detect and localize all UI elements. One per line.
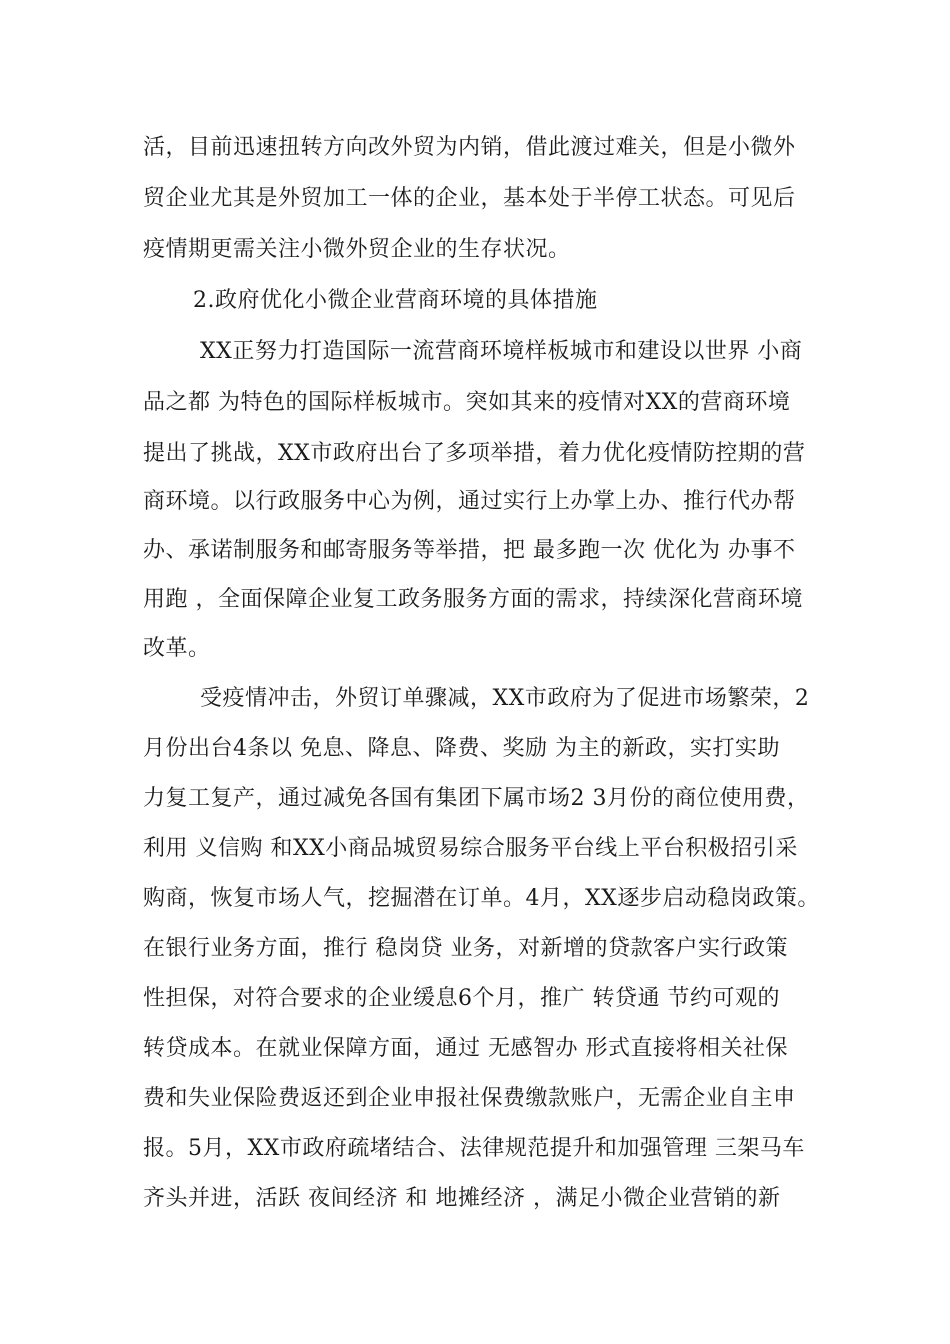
- text-line: 贸企业尤其是外贸加工一体的企业，基本处于半停工状态。可见后: [143, 186, 796, 211]
- text-line: 用跑 ，全面保障企业复工政务服务方面的需求，持续深化营商环境: [143, 587, 803, 612]
- text-line: 转贷成本。在就业保障方面，通过 无感智办 形式直接将相关社保: [143, 1036, 788, 1061]
- text-line: 商环境。以行政服务中心为例，通过实行上办掌上办、推行代办帮: [143, 489, 796, 514]
- text-line: 疫情期更需关注小微外贸企业的生存状况。: [143, 237, 571, 262]
- text-line: 办、承诺制服务和邮寄服务等举措，把 最多跑一次 优化为 办事不: [143, 538, 796, 563]
- text-line: 改革。: [143, 636, 211, 661]
- text-line: 购商，恢复市场人气，挖掘潜在订单。4月，XX逐步启动稳岗政策。: [143, 886, 820, 911]
- text-line: 报。5月，XX市政府疏堵结合、法律规范提升和加强管理 三架马车: [143, 1136, 805, 1161]
- text-line: 品之都 为特色的国际样板城市。突如其来的疫情对XX的营商环境: [143, 390, 791, 415]
- text-line: 性担保，对符合要求的企业缓息6个月，推广 转贷通 节约可观的: [143, 986, 780, 1011]
- text-line: XX正努力打造国际一流营商环境样板城市和建设以世界 小商: [200, 339, 803, 364]
- text-line: 费和失业保险费返还到企业申报社保费缴款账户，无需企业自主申: [143, 1086, 796, 1111]
- text-line: 提出了挑战，XX市政府出台了多项举措，着力优化疫情防控期的营: [143, 441, 806, 466]
- text-line: 月份出台4条以 免息、降息、降费、奖励 为主的新政，实打实助: [143, 736, 780, 761]
- text-line: 利用 义信购 和XX小商品城贸易综合服务平台线上平台积极招引采: [143, 836, 798, 861]
- text-line: 受疫情冲击，外贸订单骤减，XX市政府为了促进市场繁荣，2: [200, 686, 810, 711]
- section-heading: 2.政府优化小微企业营商环境的具体措施: [193, 288, 598, 313]
- text-line: 齐头并进，活跃 夜间经济 和 地摊经济 ，满足小微企业营销的新: [143, 1186, 781, 1211]
- text-line: 在银行业务方面，推行 稳岗贷 业务，对新增的贷款客户实行政策: [143, 936, 788, 961]
- text-line: 力复工复产，通过减免各国有集团下属市场2 3月份的商位使用费，: [143, 786, 810, 811]
- text-line: 活，目前迅速扭转方向改外贸为内销，借此渡过难关，但是小微外: [143, 135, 796, 160]
